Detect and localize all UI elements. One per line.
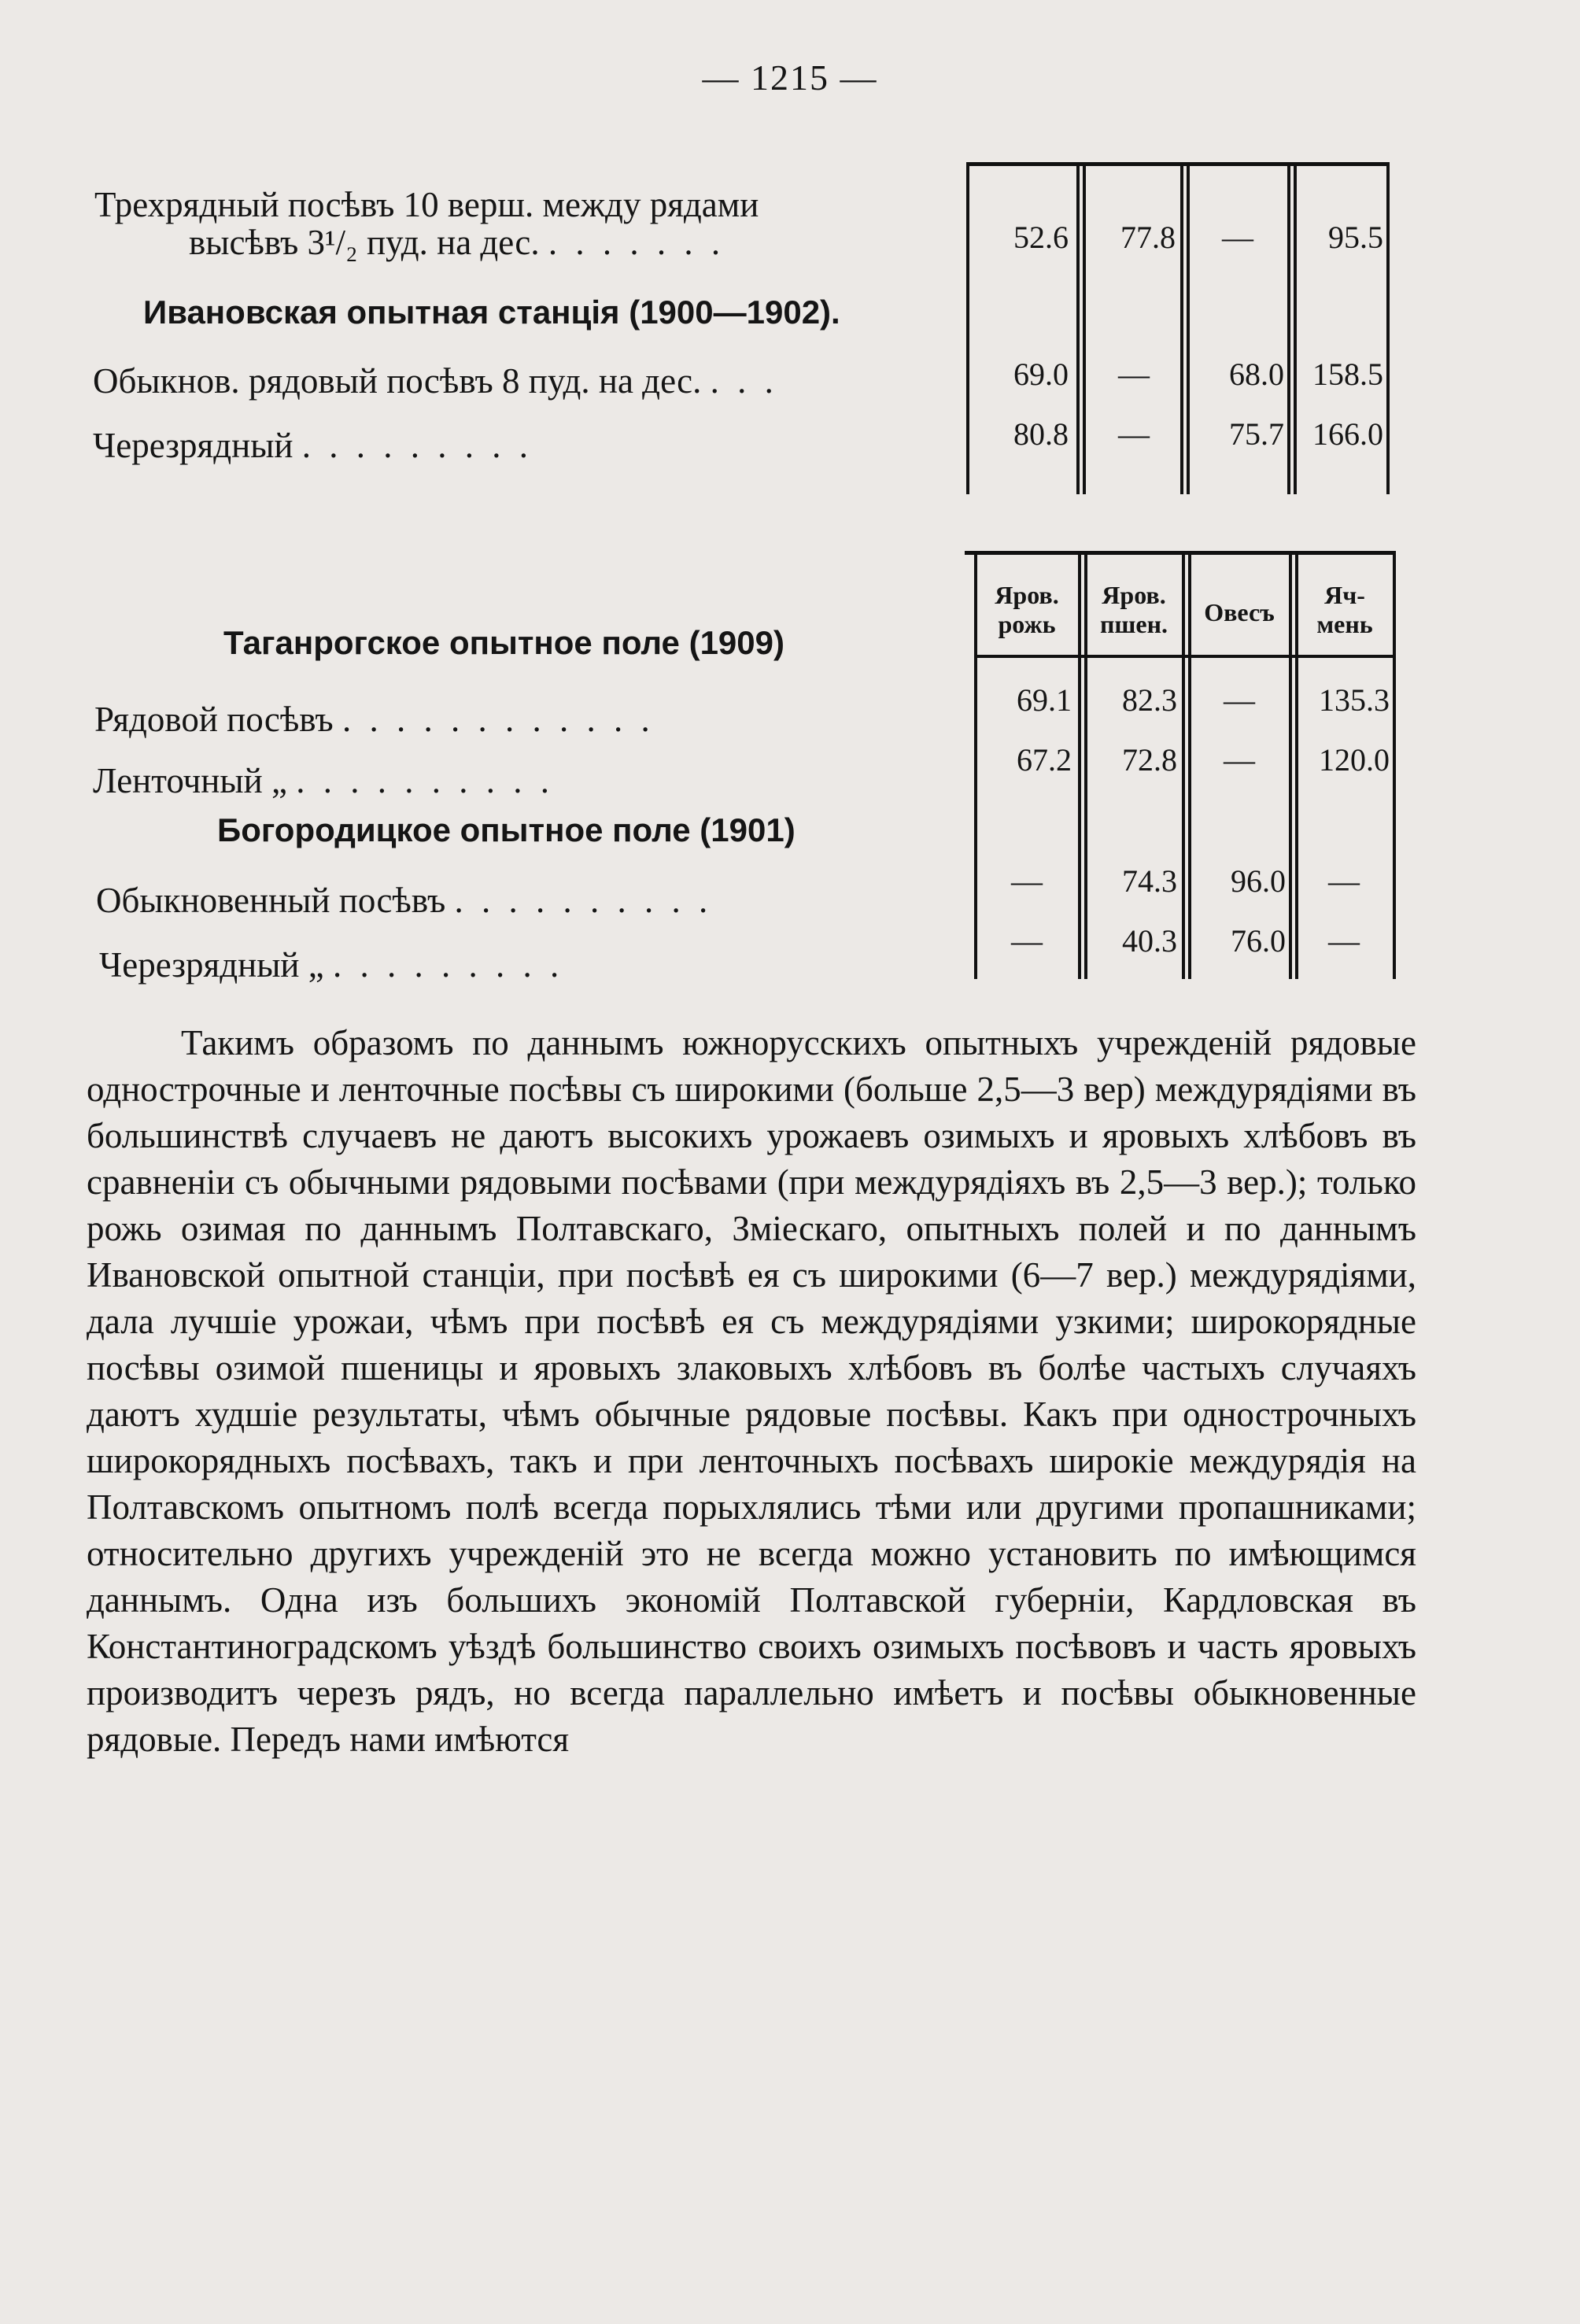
table-cell: 80.8 <box>1013 416 1069 452</box>
paragraph-text: Такимъ образомъ по даннымъ южнорусскихъ опытныхъ учрежденій рядовые однострочные и ленточные посѣвы съ широкими (больше 2,5—3 вер) междурядіями въ большинствѣ случаевъ не даютъ высокихъ урожаевъ озимыхъ и яровыхъ хлѣбовъ въ сравненіи съ обычными рядовыми посѣвами (при междурядіяхъ въ 2,5—3 вер.); только рожь озимая по даннымъ Полтавскаго, Зміескаго, опытныхъ полей и по даннымъ Ивановской опытной станціи, при посѣвѣ ея съ широкими (6—7 вер.) междурядіями, дала лучшіе урожаи, чѣмъ при посѣвѣ ея съ междурядіями узкими; широкорядные посѣвы озимой пшеницы и яровыхъ злаковыхъ хлѣбовъ въ болѣе частыхъ случаяхъ даютъ худшіе результаты, чѣмъ обычные рядовые посѣвы. Какъ при однострочныхъ широкорядныхъ посѣвахъ, такъ и при ленточныхъ посѣвахъ широкіе междурядія на Полтавскомъ опытномъ полѣ всегда порыхлялись тѣми или другими пропашниками; относительно другихъ учрежденій это не всегда можно установить по имѣющимся даннымъ. Одна изъ большихъ экономій Полтавской губерніи, Кардловская въ Константиноградскомъ уѣздѣ большинство своихъ озимыхъ посѣвовъ и часть яровыхъ производитъ черезъ рядъ, но всегда параллельно имѣетъ и посѣвы обыкновенные рядовые. Передъ нами имѣются <box>87 1023 1416 1759</box>
column-header-line: Яров. <box>1102 581 1166 609</box>
column-header-line: Овесъ <box>1204 598 1275 626</box>
column-header-line: мень <box>1316 609 1373 638</box>
row-label-text: Обыкнов. рядовый посѣвъ 8 пуд. на дес. <box>93 361 702 401</box>
table-cell: — <box>1328 923 1360 959</box>
station-heading: Таганрогское опытное поле (1909) <box>223 624 784 661</box>
table2-vline <box>1078 554 1081 979</box>
column-header-line: рожь <box>998 609 1056 638</box>
table2-top-rule <box>965 551 1396 555</box>
table-cell: 76.0 <box>1231 923 1286 959</box>
table-cell: 166.0 <box>1312 416 1383 452</box>
body-paragraph <box>87 1020 1416 1763</box>
table-cell: 52.6 <box>1013 220 1069 255</box>
table-cell: 67.2 <box>1017 742 1072 778</box>
table1-vline <box>1187 165 1190 494</box>
table-cell: 68.0 <box>1229 357 1284 392</box>
table1-vline <box>1076 165 1080 494</box>
table-cell: — <box>1011 863 1043 899</box>
column-header <box>1191 598 1287 627</box>
table-cell: 120.0 <box>1319 742 1390 778</box>
leader-dots: . . . . . . . <box>548 223 725 262</box>
table-cell: 75.7 <box>1229 416 1284 452</box>
table-cell: — <box>1118 357 1150 392</box>
table-cell: 69.1 <box>1017 682 1072 718</box>
row-label-text: Рядовой посѣвъ <box>94 700 334 739</box>
column-header-line: Яров. <box>995 581 1059 609</box>
column-header <box>977 581 1076 639</box>
table-cell: 135.3 <box>1319 682 1390 718</box>
table2-vline <box>1182 554 1185 979</box>
table1-vline <box>1180 165 1183 494</box>
row-label-text: Черезрядный <box>93 426 293 465</box>
row-label-cont <box>189 225 725 260</box>
leader-dots: . . . . . . . . . <box>301 426 533 465</box>
table1-top-rule <box>966 162 1390 166</box>
table2-vline <box>1393 554 1396 979</box>
column-header <box>1087 581 1180 639</box>
row-label <box>99 945 564 985</box>
table-cell: 74.3 <box>1122 863 1177 899</box>
table1-vline <box>966 165 969 494</box>
column-header <box>1298 581 1391 639</box>
table-cell: 69.0 <box>1013 357 1069 392</box>
station-heading: Богородицкое опытное поле (1901) <box>217 811 796 848</box>
table1-vline <box>1287 165 1290 494</box>
table-cell: 72.8 <box>1122 742 1177 778</box>
table2-header-rule <box>976 655 1396 658</box>
row-label-text: Черезрядный „ <box>99 945 324 985</box>
table-cell: 40.3 <box>1122 923 1177 959</box>
table-cell: — <box>1011 923 1043 959</box>
column-header-line: Яч- <box>1324 581 1365 609</box>
column-header-line: пшен. <box>1099 609 1168 638</box>
leader-dots: . . . . . . . . . . . . <box>341 700 655 739</box>
page-number: — 1215 — <box>702 57 878 98</box>
table1-vline <box>1083 165 1086 494</box>
row-label <box>93 763 554 799</box>
table-cell: — <box>1222 220 1253 255</box>
row-label: Трехрядный посѣвъ 10 верш. между рядами <box>94 185 759 224</box>
row-label-text: высѣвъ 3¹/₂ пуд. на дес. <box>189 223 540 262</box>
table-cell: — <box>1224 682 1255 718</box>
row-label-text: Ленточный „ <box>93 761 287 800</box>
table-cell: — <box>1328 863 1360 899</box>
row-label <box>93 428 533 464</box>
table-cell: — <box>1118 416 1150 452</box>
leader-dots: . . . . . . . . . . <box>296 761 554 800</box>
leader-dots: . . . . . . . . . . <box>454 881 713 920</box>
row-label <box>93 361 778 401</box>
table1-vline <box>1386 165 1390 494</box>
table-cell: 82.3 <box>1122 682 1177 718</box>
table-cell: 96.0 <box>1231 863 1286 899</box>
leader-dots: . . . <box>710 361 778 401</box>
table2-vline <box>1289 554 1292 979</box>
row-label <box>94 702 655 737</box>
row-label <box>96 883 712 918</box>
leader-dots: . . . . . . . . . <box>332 945 564 985</box>
station-heading: Ивановская опытная станція (1900—1902). <box>143 294 840 331</box>
table-cell: 77.8 <box>1120 220 1176 255</box>
table-cell: 95.5 <box>1328 220 1383 255</box>
table1-vline <box>1294 165 1297 494</box>
row-label-text: Обыкновенный посѣвъ <box>96 881 446 920</box>
table-cell: 158.5 <box>1312 357 1383 392</box>
table-cell: — <box>1224 742 1255 778</box>
